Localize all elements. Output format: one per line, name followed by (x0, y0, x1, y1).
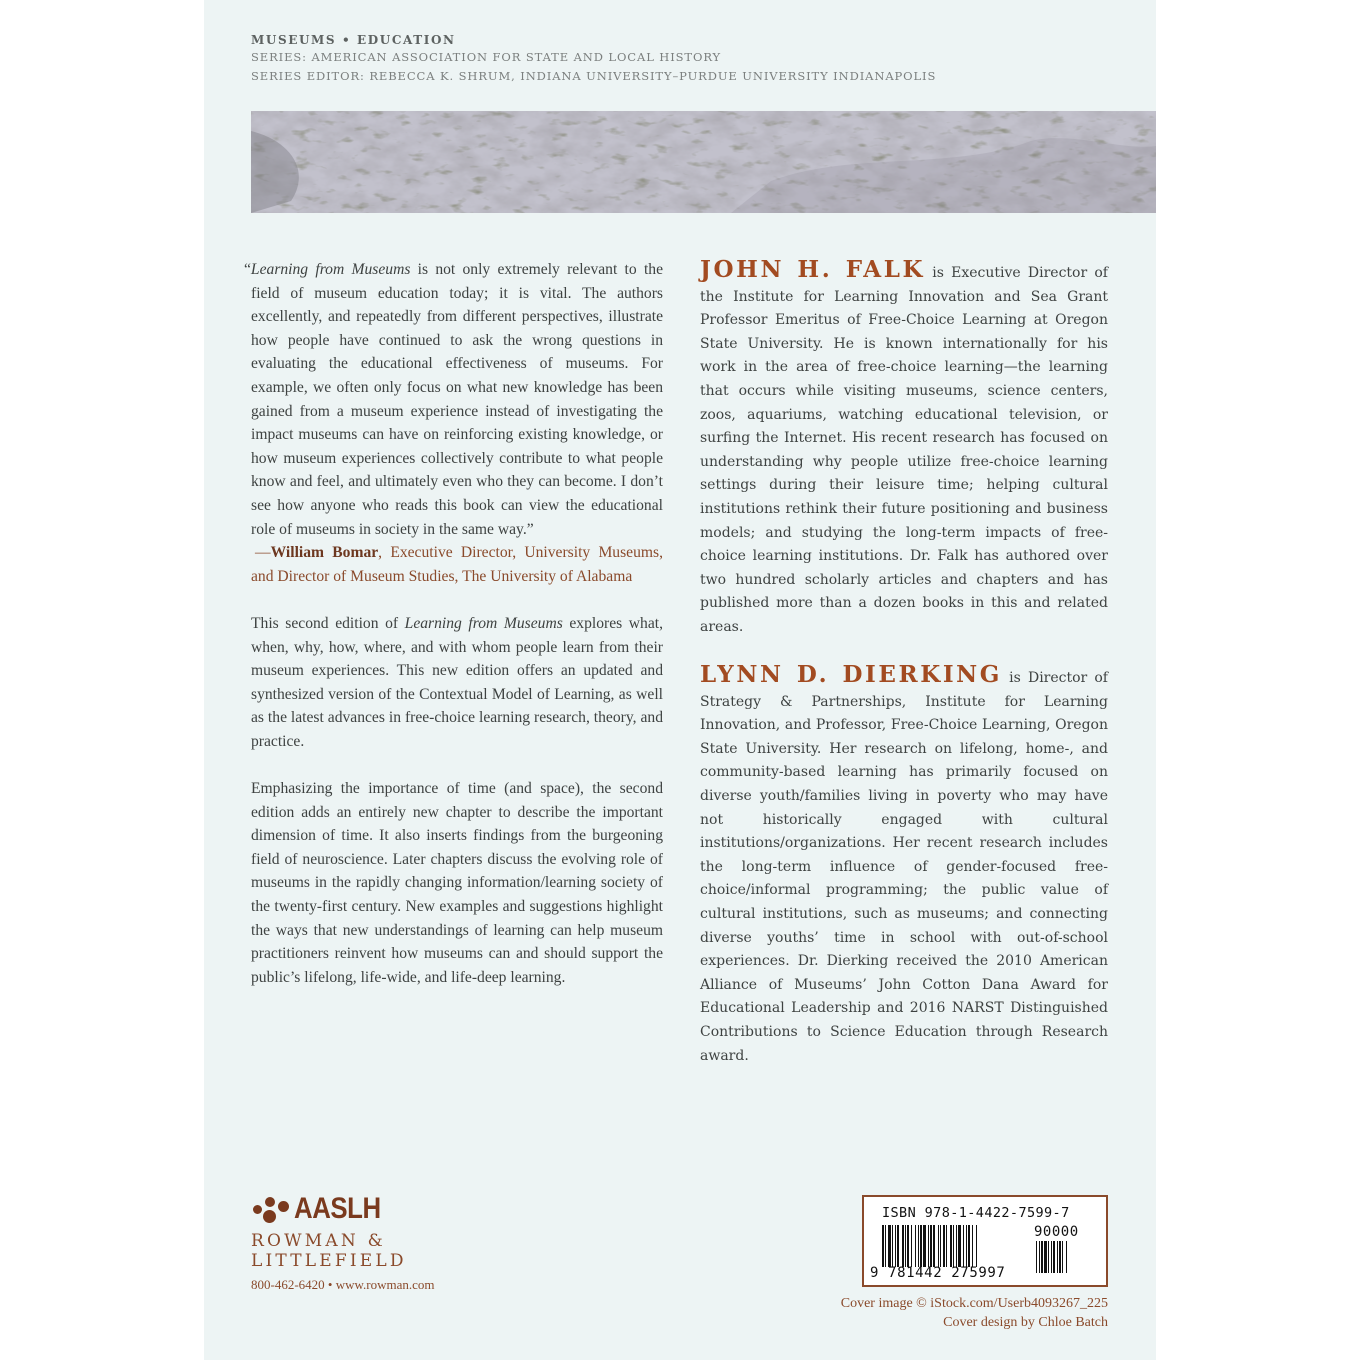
publisher-contact: 800-462-6420 • www.rowman.com (251, 1277, 435, 1292)
aaslh-dots-icon (251, 1193, 291, 1225)
cover-image-credit: Cover image © iStock.com/Userb4093267_225 (840, 1296, 1108, 1311)
aaslh-wordmark: AASLH (294, 1192, 381, 1225)
cover-credits (760, 1294, 1108, 1332)
barcode-addon-digits: 90000 (1034, 1224, 1079, 1240)
attribution-dash: — (255, 544, 271, 562)
description-paragraph-2: Emphasizing the importance of time (and space), the second edition adds an entirely new chapter to describe the important dimension of time. It also inserts findings from the burgeoning field of neuroscience. Later chapters discuss the evolving role of museums in the rapidly changing information/learning society of the twenty-first century. New examples and suggestions highlight the ways that new understandings of learning can help museum practitioners reinvent how museums can and should support the public’s lifelong, life-wide, and life-deep learning. (251, 780, 663, 986)
stone-texture-banner (251, 111, 1156, 213)
series-editor: SERIES EDITOR: REBECCA K. SHRUM, INDIANA UNIVERSITY–PURDUE UNIVERSITY INDIANAPOLIS (251, 69, 937, 83)
barcode-digits: 9 781442 275997 (870, 1265, 1006, 1281)
description-paragraph-1 (251, 612, 663, 754)
left-column (244, 258, 663, 1013)
isbn-barcode (862, 1195, 1108, 1287)
aaslh-logo (251, 1193, 435, 1225)
publisher-name-line2: LITTLEFIELD (251, 1251, 407, 1271)
cover-design-credit: Cover design by Chloe Batch (943, 1315, 1108, 1330)
subject-categories: MUSEUMS • EDUCATION (251, 33, 456, 47)
author-name: LYNN D. DIERKING (700, 661, 1003, 689)
quote-text: is not only extremely relevant to the field of museum education today; it is vital. The authors excellently, and repeatedly from different perspectives, illustrate how people have continued to ask the wrong questions in evaluating the educational effectiveness of museums. For example, we often only focus on what new knowledge has been gained from a museum experience instead of investigating the impact museums can have on reinforcing existing knowledge, or how museum experiences collectively contribute to what people know and feel, and ultimately even who they can become. I don’t see how anyone who reads this book can view the educational role of museums in society in the same way.” (251, 261, 663, 538)
stone-texture-image (251, 111, 1156, 213)
publisher-name-line1: ROWMAN & (251, 1231, 386, 1251)
description-book-title: Learning from Museums (404, 614, 563, 632)
description-text: This second edition of (251, 614, 405, 632)
right-column (700, 258, 1108, 1092)
endorsement-quote (244, 258, 663, 588)
author-bio-dierking (700, 663, 1108, 1068)
author-bio-text: is Director of Strategy & Partnerships, Institute for Learning Innovation, and Professor, Free-Choice Learning, Oregon State University. Her research on lifelong, home-, and community-based learning has primarily focused on diverse youth/families living in poverty who may have not historically engaged with cultural institutions/organizations. Her recent research includes the long-term influence of gender-focused free-choice/informal programming; the public value of cultural institutions, such as museums; and connecting diverse youths’ time in school with out-of-school experiences. Dr. Dierking received the 2010 American Alliance of Museums’ John Cotton Dana Award for Educational Leadership and 2016 NARST Distinguished Contributions to Science Education through Research award. (700, 670, 1108, 1064)
attribution-name: William Bomar (270, 544, 379, 562)
author-name: JOHN H. FALK (700, 256, 926, 283)
publisher-logo-block (251, 1193, 435, 1293)
attribution-role: , Executive Director, University Museums, and Director of Museum Studies, The University of Alabama (251, 544, 663, 585)
quote-mark: “ (244, 261, 251, 278)
quote-attribution (251, 544, 663, 585)
author-bio-falk (700, 258, 1108, 640)
series-name: SERIES: AMERICAN ASSOCIATION FOR STATE AND LOCAL HISTORY (251, 50, 722, 64)
quote-book-title: Learning from Museums (250, 261, 411, 278)
author-bio-text: is Executive Director of the Institute for Learning Innovation and Sea Grant Professor Emeritus of Free-Choice Learning at Oregon State University. He is known internationally for his work in the area of free-choice learning—the learning that occurs while visiting museums, science centers, zoos, aquariums, watching educational television, or surfing the Internet. His recent research has focused on understanding why people utilize free-choice learning settings during their leisure time; helping cultural institutions rethink their future positioning and business models; and studying the long-term impacts of free-choice learning institutions. Dr. Falk has authored over two hundred scholarly articles and chapters and has published more than a dozen books in this and related areas. (700, 265, 1108, 635)
description-text: explores what, when, why, how, where, and with whom people learn from their museum experiences. This new edition offers an updated and synthesized version of the Contextual Model of Learning, as well as the latest advances in free-choice learning research, theory, and practice. (251, 614, 663, 750)
series-info (251, 32, 936, 86)
isbn-label: ISBN 978-1-4422-7599-7 (882, 1205, 1070, 1221)
